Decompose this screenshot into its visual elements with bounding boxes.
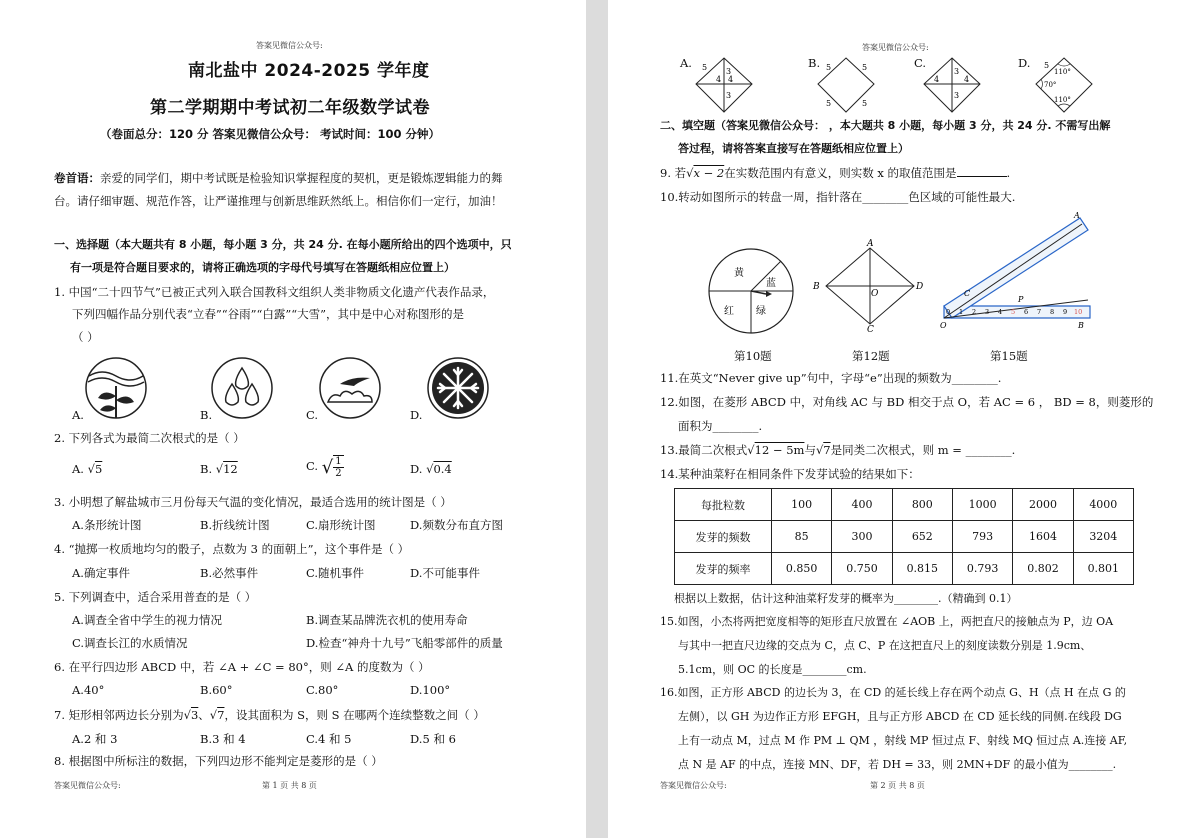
q8-b-side-tr: 5 (862, 63, 868, 72)
ruler-tick-1: 1 (959, 308, 964, 316)
exam-title-line2: 第二学期期中考试初二年级数学试卷 (150, 98, 430, 118)
q8-diamond-b (814, 56, 878, 114)
q7-text-post: ，设其面积为 S，则 S 在哪两个连续整数之间（ ） (224, 708, 485, 722)
q13-radicand-2: 7 (823, 443, 831, 457)
q8-a-right-half-label: 4 (728, 75, 734, 84)
table-cell: 1604 (1013, 521, 1073, 553)
spinner-figure (706, 246, 796, 336)
q1-option-d: D. (410, 408, 423, 422)
q4-option-d: D.不可能事件 (410, 566, 480, 580)
section2-heading-1: 二、填空题（答案见微信公众号： ，本大题共 8 小题，每小题 3 分，共 24 分. 不需写出解 (660, 119, 1111, 132)
q11-stem: 11.在英文“Never give up”句中，字母“e”出现的频数为________. (660, 371, 1002, 385)
q14-stem: 14.某种油菜籽在相同条件下发芽试验的结果如下： (660, 467, 920, 481)
q8-a-top-half-label: 3 (726, 67, 732, 76)
table-cell: 400 (832, 489, 892, 521)
q8-b-side-tl: 5 (826, 63, 832, 72)
q3-option-a: A.条形统计图 (72, 518, 142, 532)
q2-option-c: C. √ $\frac{1}{2}$ (306, 456, 342, 479)
preface-label: 卷首语： (54, 171, 100, 185)
q12-line1: 12.如图，在菱形 ABCD 中，对角线 AC 与 BD 相交于点 O，若 AC = 6 ， BD = 8，则菱形的 (660, 395, 1154, 409)
q6-option-d: D.100° (410, 683, 451, 697)
q9-text-post: 在实数范围内有意义，则实数 x 的取值范围是 (724, 166, 957, 180)
q5-option-b: B.调查某品牌洗衣机的使用寿命 (306, 613, 468, 627)
q6-option-c: C.80° (306, 683, 339, 697)
q5-option-a: A.调查全省中学生的视力情况 (72, 613, 222, 627)
q7-option-c: C.4 和 5 (306, 732, 352, 746)
daxue-image (426, 356, 490, 420)
table-cell: 0.793 (952, 553, 1012, 585)
footer-left: 答案见微信公众号: (54, 781, 121, 790)
rhombus-label-b: B (813, 282, 820, 292)
table-cell: 793 (952, 521, 1012, 553)
q7-radicand-2: 7 (217, 708, 225, 722)
q8-c-top-label: 3 (954, 67, 960, 76)
q13-text-mid: 与 (804, 443, 816, 457)
footer-page-number: 第 2 页 共 8 页 (870, 781, 925, 790)
q9-answer-blank[interactable] (957, 166, 1007, 177)
q15-line2: 与其中一把直尺边缘的交点为 C，点 C、P 在这把直尺上的刻度读数分别是 1.9cm、 (678, 639, 1092, 652)
q8-a-left-half-label: 4 (716, 75, 722, 84)
rhombus-label-a: A (867, 239, 874, 249)
table-cell: 3204 (1073, 521, 1133, 553)
ruler-tick-6: 6 (1024, 308, 1029, 316)
q1-option-c: C. (306, 408, 319, 422)
q10-stem: 10.转动如图所示的转盘一周，指针落在________色区域的可能性最大. (660, 190, 1016, 204)
q8-diamond-a (692, 56, 756, 114)
q7-stem: 7. 矩形相邻两边长分别为√3、√7，设其面积为 S，则 S 在哪两个连续整数之间（ ） (54, 708, 485, 722)
q5-stem: 5. 下列调查中，适合采用普查的是（ ） (54, 590, 257, 604)
q8-d-bottom-angle: 110° (1054, 96, 1071, 104)
q13-stem: 13.最简二次根式√12 − 5m与√7是同类二次根式，则 m = ________. (660, 443, 1016, 457)
preface-line1 (54, 170, 503, 186)
rhombus-label-d: D (916, 282, 924, 292)
table-cell: 0.750 (832, 553, 892, 585)
ruler-tick-3: 3 (985, 308, 990, 316)
q2-option-b: B. √12 (200, 462, 238, 476)
q8-option-a: A. (680, 56, 692, 70)
q8-option-b: B. (808, 56, 821, 70)
spinner-label-green: 绿 (756, 306, 766, 317)
q1-option-b: B. (200, 408, 213, 422)
q14-after: 根据以上数据，估计这种油菜籽发芽的概率为________.（精确到 0.1） (674, 592, 1018, 605)
q13-text-post: 是同类二次根式，则 m = ________. (830, 443, 1016, 457)
guyu-image (210, 356, 274, 420)
lichun-image (84, 356, 148, 420)
page-1 (0, 0, 586, 838)
q8-b-side-bl: 5 (826, 99, 832, 108)
q6-option-b: B.60° (200, 683, 233, 697)
table-row (675, 489, 1134, 521)
ruler-label-o: O (940, 321, 947, 330)
q2-stem: 2. 下列各式为最简二次根式的是（ ） (54, 431, 245, 445)
q7-option-a: A.2 和 3 (72, 732, 118, 746)
section1-heading-1: 一、选择题（本大题共有 8 小题，每小题 3 分，共 24 分. 在每小题所给出的四个选项中，只 (54, 238, 512, 251)
q1-line2: 下列四幅作品分别代表“立春”“谷雨”“白露”“大雪”，其中是中心对称图形的是 (72, 307, 465, 321)
table-cell: 2000 (1013, 489, 1073, 521)
q8-b-side-br: 5 (862, 99, 868, 108)
q5-option-c: C.调查长江的水质情况 (72, 636, 188, 650)
ruler-label-b: B (1078, 321, 1084, 330)
table-row (675, 553, 1134, 585)
page-2 (608, 0, 1198, 838)
q4-stem: 4. “抛掷一枚质地均匀的骰子，点数为 3 的面朝上”，这个事件是（ ） (54, 542, 410, 556)
table-cell: 300 (832, 521, 892, 553)
q16-line3: 上有一动点 M，过点 M 作 PM ⊥ QM ，射线 MP 恒过点 F、射线 MQ 恒过点 A.连接 AF, (678, 734, 1128, 747)
q1-option-a: A. (72, 408, 84, 422)
ruler-label-c: C (964, 289, 971, 298)
page-gutter (586, 0, 608, 838)
exam-info: （卷面总分：120 分 答案见微信公众号： 考试时间：100 分钟） (100, 127, 441, 141)
q2-option-b-value: 12 (223, 462, 238, 476)
ruler-tick-5: 5 (1011, 308, 1016, 316)
q1-line1: 1. 中国“二十四节气”已被正式列入联合国教科文组织人类非物质文化遗产代表作品录， (54, 285, 495, 299)
q2-option-c-numerator: 1 (335, 456, 342, 467)
q3-option-b: B.折线统计图 (200, 518, 270, 532)
q5-option-d: D.检查“神舟十九号”飞船零部件的质量 (306, 636, 503, 650)
rhombus-label-o: O (871, 289, 879, 299)
rhombus-label-c: C (867, 325, 874, 332)
q8-d-left-angle: 70° (1044, 81, 1057, 89)
q8-d-side-label: 5 (1044, 61, 1050, 70)
table-cell: 800 (892, 489, 952, 521)
table-cell: 85 (772, 521, 832, 553)
q9-stem: 9. 若√x − 2在实数范围内有意义，则实数 x 的取值范围是 . (660, 166, 1011, 180)
rulers-figure (938, 210, 1094, 334)
q16-line4: 点 N 是 AF 的中点，连接 MN、DF，若 DH = 33，则 2MN+DF 的最小值为________. (678, 758, 1117, 771)
q2-option-a-label: A. (72, 462, 84, 476)
q2-option-b-label: B. (200, 462, 213, 476)
ruler-label-p: P (1018, 295, 1024, 304)
caption-q15: 第15题 (990, 349, 1028, 363)
q2-option-d: D. √0.4 (410, 462, 452, 476)
table-cell: 发芽的频数 (675, 521, 772, 553)
q13-text-pre: 13.最简二次根式 (660, 443, 748, 457)
q2-option-a: A. √5 (72, 462, 103, 476)
bailu-image (318, 356, 382, 420)
preface-line2: 台。请仔细审题、规范作答，让严谨推理与创新思维跃然纸上。相信你们一定行，加油！ (54, 194, 503, 208)
page-header: 答案见微信公众号: (256, 41, 323, 50)
q8-c-bottom-label: 3 (954, 91, 960, 100)
ruler-tick-7: 7 (1037, 308, 1042, 316)
q9-text-pre: 9. 若 (660, 166, 687, 180)
spinner-label-blue: 蓝 (766, 278, 776, 289)
q2-option-c-label: C. (306, 459, 319, 473)
q9-radicand: x − 2 (693, 166, 725, 180)
q8-d-top-angle: 110° (1054, 68, 1071, 76)
q8-option-c: C. (914, 56, 927, 70)
ruler-tick-10: 10 (1074, 308, 1083, 316)
spinner-label-red: 红 (724, 306, 734, 317)
spinner-label-yellow: 黄 (734, 268, 744, 279)
q2-option-d-value: 0.4 (433, 462, 452, 476)
table-cell: 0.815 (892, 553, 952, 585)
ruler-tick-8: 8 (1050, 308, 1055, 316)
preface-text1: 亲爱的同学们，期中考试既是检验知识掌握程度的契机，更是锻炼逻辑能力的舞 (100, 171, 503, 185)
table-cell: 100 (772, 489, 832, 521)
q8-a-bottom-half-label: 3 (726, 91, 732, 100)
ruler-tick-4: 4 (998, 308, 1003, 316)
exam-title-line1: 南北盐中 2024-2025 学年度 (188, 61, 430, 81)
q7-option-d: D.5 和 6 (410, 732, 456, 746)
q8-a-side-label: 5 (702, 63, 708, 72)
q2-option-a-value: 5 (94, 462, 103, 476)
table-cell: 每批粒数 (675, 489, 772, 521)
section1-heading-2: 有一项是符合题目要求的，请将正确选项的字母代号填写在答题纸相应位置上） (70, 261, 455, 274)
q3-option-d: D.频数分布直方图 (410, 518, 503, 532)
q4-option-a: A.确定事件 (72, 566, 130, 580)
q3-option-c: C.扇形统计图 (306, 518, 376, 532)
table-cell: 652 (892, 521, 952, 553)
q7-radicand-1: 3 (190, 708, 199, 722)
table-cell: 1000 (952, 489, 1012, 521)
q7-text-mid: 、 (198, 708, 210, 722)
q6-option-a: A.40° (72, 683, 105, 697)
ruler-tick-2: 2 (972, 308, 977, 316)
q12-line2: 面积为________. (678, 419, 763, 433)
q2-option-c-denominator: 2 (335, 468, 342, 479)
q8-stem: 8. 根据图中所标注的数据，下列四边形不能判定是菱形的是（ ） (54, 754, 383, 768)
q16-line1: 16.如图，正方形 ABCD 的边长为 3，在 CD 的延长线上存在两个动点 G、H（点 H 在点 G 的 (660, 686, 1126, 699)
q13-radicand-1: 12 − 5m (754, 443, 805, 457)
q2-option-d-label: D. (410, 462, 423, 476)
q16-line2: 左侧），以 GH 为边作正方形 EFGH，且与正方形 ABCD 在 CD 延长线的同侧.在线段 DG (678, 710, 1122, 723)
table-cell: 发芽的频率 (675, 553, 772, 585)
table-cell: 0.802 (1013, 553, 1073, 585)
q15-line1: 15.如图，小杰将两把宽度相等的矩形直尺放置在 ∠AOB 上，两把直尺的接触点为 P，边 OA (660, 615, 1114, 628)
q3-stem: 3. 小明想了解盐城市三月份每天气温的变化情况，最适合选用的统计图是（ ） (54, 495, 452, 509)
q1-line3: （ ） (72, 330, 99, 344)
caption-q10: 第10题 (734, 349, 772, 363)
ruler-tick-9: 9 (1063, 308, 1068, 316)
section2-heading-2: 答过程，请将答案直接写在答题纸相应位置上） (678, 142, 909, 155)
page-header: 答案见微信公众号: (862, 43, 929, 52)
q4-option-b: B.必然事件 (200, 566, 259, 580)
ruler-label-a: A (1074, 211, 1080, 220)
q8-option-d: D. (1018, 56, 1031, 70)
q4-option-c: C.随机事件 (306, 566, 365, 580)
table-cell: 0.850 (772, 553, 832, 585)
q8-diamond-c (920, 56, 984, 114)
q8-c-left-label: 4 (934, 75, 940, 84)
q8-diamond-d (1028, 56, 1098, 114)
q6-stem: 6. 在平行四边形 ABCD 中，若 ∠A + ∠C = 80°，则 ∠A 的度数为（ ） (54, 660, 430, 674)
q7-text-pre: 7. 矩形相邻两边长分别为 (54, 708, 184, 722)
q7-option-b: B.3 和 4 (200, 732, 246, 746)
table-cell: 0.801 (1073, 553, 1133, 585)
germination-table (674, 488, 1134, 585)
q8-c-right-label: 4 (964, 75, 970, 84)
ruler-tick-0: 0 (946, 308, 951, 316)
footer-page-number: 第 1 页 共 8 页 (262, 781, 317, 790)
footer-left: 答案见微信公众号: (660, 781, 727, 790)
table-row (675, 521, 1134, 553)
q15-line3: 5.1cm，则 OC 的长度是________cm. (678, 663, 867, 676)
rhombus-figure (810, 238, 930, 332)
caption-q12: 第12题 (852, 349, 890, 363)
table-cell: 4000 (1073, 489, 1133, 521)
